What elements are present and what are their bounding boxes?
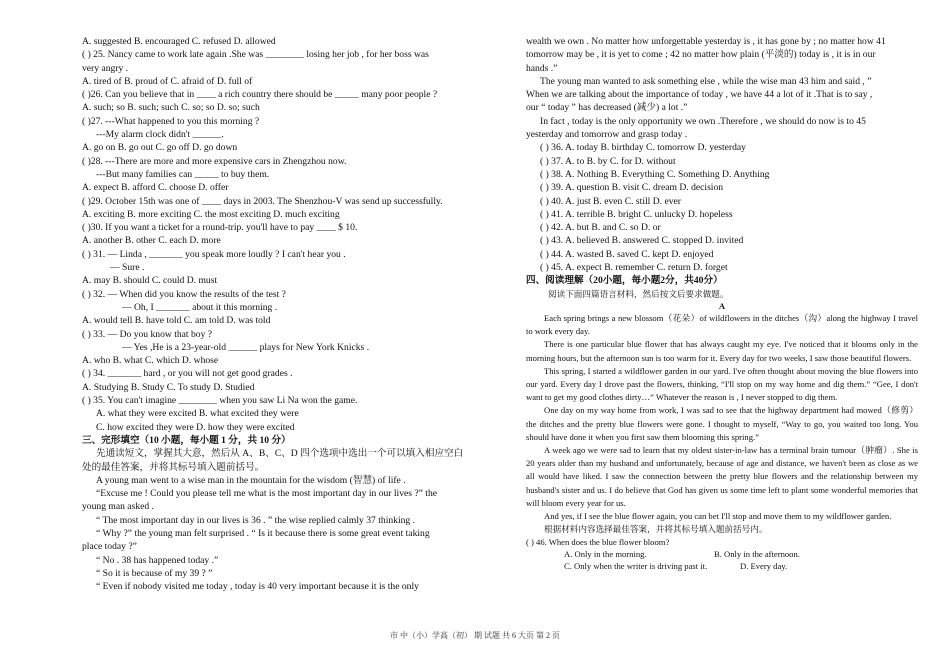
- exam-line: A. Studying B. Study C. To study D. Studied: [82, 381, 255, 393]
- exam-line: ( ) 44. A. wasted B. saved C. kept D. enjoyed: [540, 248, 714, 260]
- left-column: [82, 35, 474, 593]
- exam-line: young man asked .: [82, 501, 154, 513]
- exam-line: — Oh, I _______ about it this morning .: [122, 301, 278, 313]
- exam-line: — Yes ,He is a 23-year-old ______ plays for New York Knicks .: [122, 341, 370, 353]
- right-column: [526, 35, 918, 572]
- exam-line: 四、阅读理解（20小题，每小题2分，共40分）: [526, 275, 723, 287]
- exam-line: A. may B. should C. could D. must: [82, 275, 218, 287]
- exam-line: ( ) 40. A. just B. even C. still D. ever: [540, 195, 681, 207]
- exam-line: ( ) 32. — When did you know the results of the test ?: [82, 288, 286, 300]
- exam-line: ( ) 39. A. question B. visit C. dream D. decision: [540, 182, 724, 194]
- exam-line: A. who B. what C. which D. whose: [82, 355, 219, 367]
- exam-line: A. suggested B. encouraged C. refused D. allowed: [82, 36, 276, 47]
- exam-line: A. another B. other C. each D. more: [82, 235, 221, 247]
- exam-line: 先通读短文，掌握其大意，然后从 A、B、C、D 四个选项中选出一个可以填入相应空白: [96, 448, 464, 460]
- exam-line: “ No . 38 has happened today .”: [96, 554, 219, 566]
- exam-line: our “ today ” has decreased (减少) a lot .”: [526, 102, 688, 114]
- exam-line: A. expect B. afford C. choose D. offer: [82, 182, 229, 194]
- question-46-row-2: [526, 560, 918, 572]
- passage-label: A: [718, 300, 726, 311]
- passage-paragraph: A week ago we were sad to learn that my oldest sister-in-law has a terminal brain tumour（肿瘤）. She is 20 years older than my husband and unfortunately, because of age and distance, we haven't been as close as we all would have liked. I saw the connection between the pretty blue flowers and the relationship between my husband's sister and us. I do believe that God has given us some time left to plant some wonderful memories that will bloom every year for us.: [526, 445, 918, 508]
- passage-paragraph: One day on my way home from work, I was sad to see that the highway department had mowed（修剪）the ditches and the pretty blue flowers were gone. I thought to myself, “Way to go, you waited too long. You should have done it when you first saw them blooming this spring.”: [526, 405, 918, 442]
- exam-line: A. such; so B. such; such C. so; so D. so; such: [82, 102, 260, 114]
- exam-line: ( ) 31. — Linda , _______ you speak more loudly ? I can't hear you .: [82, 248, 346, 260]
- passage-paragraph: This spring, I started a wildflower garden in our yard. I've often thought about moving the blue flowers into our yard. Every day I drove past the flowers, thinking, “I'll stop on my way home and dig them.” “Gee, I don't want to get my good clothes dirty…” Whatever the reason is , I never stopped to dig them.: [526, 365, 918, 403]
- exam-line: 三、完形填空（10 小题，每小题 1 分，共 10 分）: [82, 434, 291, 446]
- exam-line: ( ) 42. A. but B. and C. so D. or: [540, 222, 661, 234]
- exam-line: ( ) 36. A. today B. birthday C. tomorrow D. yesterday: [540, 142, 746, 154]
- exam-line: “ Why ?” the young man felt surprised . “ Is it because there is some great event taking: [96, 527, 430, 539]
- page-footer: 市 中（小）学高（初） 期 试题 共 6 大页 第 2 页: [390, 631, 560, 640]
- exam-line: ---But many families can _____ to buy them.: [96, 168, 270, 180]
- passage-paragraph: Each spring brings a new blossom（花朵）of wildflowers in the ditches（沟）along the highway I travel to work every day.: [526, 313, 918, 337]
- exam-line: ( ) 45. A. expect B. remember C. return D. forget: [540, 262, 728, 274]
- exam-line: ---My alarm clock didn't ______.: [96, 129, 224, 141]
- exam-line: ( )29. October 15th was one of ____ days in 2003. The Shenzhou-V was send up successfully.: [82, 195, 443, 207]
- exam-line: tomorrow may be , it is yet to come ; 42 no matter how plain (平淡的) today is , it is in our: [526, 49, 876, 61]
- exam-line: A young man went to a wise man in the mountain for the wisdom (智慧) of life .: [96, 474, 406, 486]
- exam-line: hands .”: [526, 62, 558, 74]
- exam-line: ( ) 25. Nancy came to work late again .She was ________ losing her job , for her boss was: [82, 49, 429, 61]
- exam-line: “Excuse me ! Could you please tell me what is the most important day in our lives ?” the: [96, 488, 438, 500]
- exam-line: ( ) 38. A. Nothing B. Everything C. Something D. Anything: [540, 168, 770, 180]
- question-46-option-c: C. Only when the writer is driving past it.: [564, 560, 708, 571]
- reading-intro: 阅读下面四篇语言材料，然后按文后要求做题。: [548, 288, 729, 299]
- task-instruction: 根据材料内容选择最佳答案，并将其标号填入题前括号内。: [544, 524, 768, 535]
- exam-line: When we are talking about the importance of today , we have 44 a lot of it .That is to say ,: [526, 89, 873, 101]
- exam-line: ( )28. ---There are more and more expensive cars in Zhengzhou now.: [82, 155, 347, 167]
- exam-line: A. what they were excited B. what excited they were: [96, 408, 299, 420]
- exam-line: ( ) 37. A. to B. by C. for D. without: [540, 155, 676, 167]
- exam-line: “ The most important day in our lives is 36 . ” the wise replied calmly 37 thinking .: [96, 514, 416, 526]
- passage-paragraph: There is one particular blue flower that has always caught my eye. I've noticed that it blooms only in the morning hours, but the afternoon sun is too warm for it. Every day for two weeks, I saw those beautiful flowers.: [526, 339, 918, 363]
- exam-line: ( )27. ---What happened to you this morning ?: [82, 115, 260, 127]
- exam-line: wealth we own . No matter how unforgettable yesterday is , it has gone by ; no matter how 41: [526, 36, 886, 47]
- exam-line: ( ) 41. A. terrible B. bright C. unlucky D. hopeless: [540, 208, 733, 220]
- exam-line: A. tired of B. proud of C. afraid of D. full of: [82, 75, 253, 87]
- exam-line: ( ) 35. You can't imagine ________ when you saw Li Na won the game.: [82, 395, 358, 407]
- question-46-option-a: A. Only in the morning.: [564, 548, 647, 559]
- question-46-option-b: B. Only in the afternoon.: [714, 548, 800, 559]
- exam-line: place today ?”: [82, 541, 137, 553]
- exam-line: yesterday and tomorrow and grasp today .: [526, 129, 688, 141]
- cloze-options-block: [526, 35, 918, 288]
- question-46-stem: ( ) 46. When does the blue flower bloom?: [526, 536, 670, 547]
- exam-line: “ So it is because of my 39 ? ”: [96, 567, 213, 579]
- exam-line: very angry .: [82, 62, 129, 74]
- exam-line: ( ) 34. _______ hard , or you will not get good grades .: [82, 368, 293, 380]
- reading-passage-a: [526, 312, 918, 523]
- exam-line: ( ) 43. A. believed B. answered C. stopped D. invited: [540, 235, 744, 247]
- exam-line: — Sure .: [110, 262, 145, 274]
- passage-paragraph: And yes, if I see the blue flower again, you can bet I'll stop and move them to my wildflower garden.: [544, 511, 892, 522]
- exam-line: ( ) 33. — Do you know that boy ?: [82, 328, 213, 340]
- question-46-row-1: [526, 548, 918, 560]
- exam-line: C. how excited they were D. how they were excited: [96, 421, 295, 433]
- exam-line: A. would tell B. have told C. am told D. was told: [82, 315, 271, 327]
- exam-line: ( )30. If you want a ticket for a round-trip. you'll have to pay ____ $ 10.: [82, 222, 358, 234]
- exam-line: In fact , today is the only opportunity we own .Therefore , we should do now is to 45: [540, 115, 866, 127]
- exam-line: ( )26. Can you believe that in ____ a rich country there should be _____ many poor people ?: [82, 89, 438, 101]
- exam-line: A. go on B. go out C. go off D. go down: [82, 142, 238, 154]
- exam-line: 处的最佳答案，并将其标号填入题前括号。: [82, 461, 265, 473]
- exam-line: A. exciting B. more exciting C. the most exciting D. much exciting: [82, 208, 340, 220]
- exam-line: The young man wanted to ask something else , while the wise man 43 him and said , ”: [540, 75, 872, 87]
- exam-line: “ Even if nobody visited me today , today is 40 very important because it is the only: [96, 581, 419, 593]
- question-46-option-d: D. Every day.: [740, 560, 788, 571]
